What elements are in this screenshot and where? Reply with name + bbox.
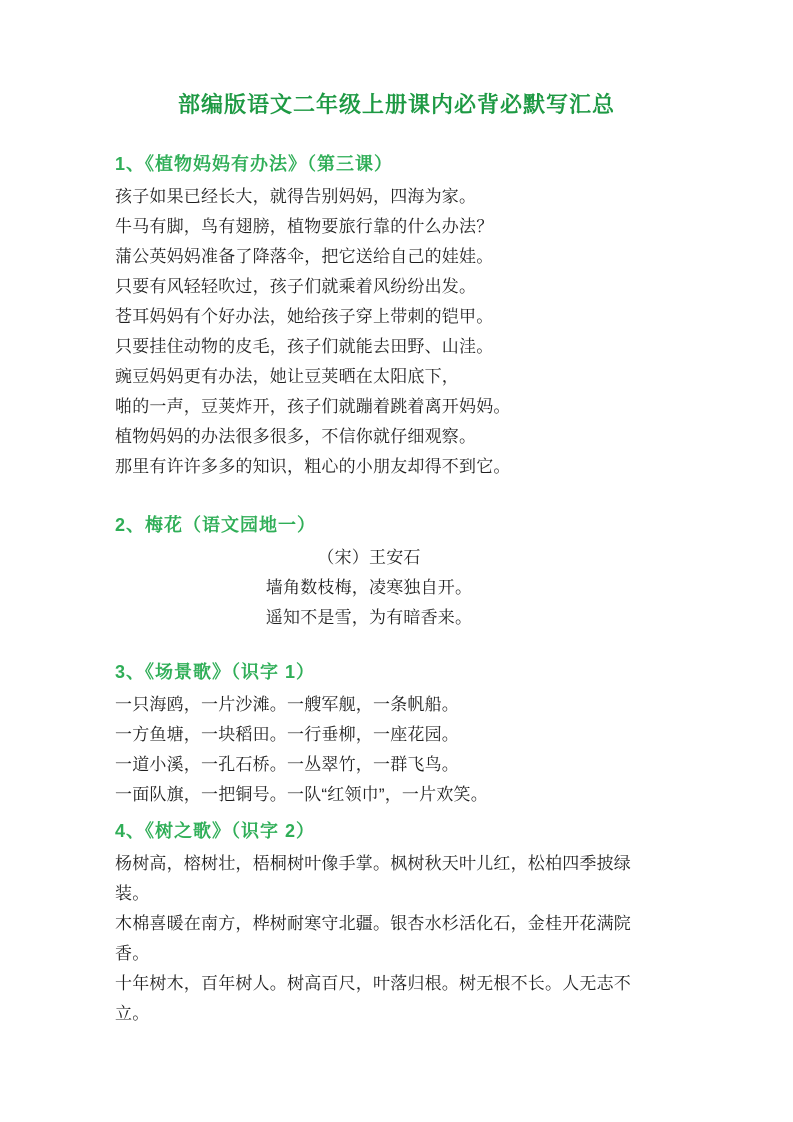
section-3 <box>115 659 623 810</box>
text-line: 啪的一声，豆荚炸开，孩子们就蹦着跳着离开妈妈。 <box>115 397 511 416</box>
text-line: 十年树木，百年树人。树高百尺，叶落归根。树无根不长。人无志不 <box>115 974 631 993</box>
text-line: 一方鱼塘，一块稻田。一行垂柳，一座花园。 <box>115 725 459 744</box>
text-line: 装。 <box>115 884 150 903</box>
section-1 <box>115 151 623 482</box>
text-line: 木棉喜暖在南方，桦树耐寒守北疆。银杏水杉活化石，金桂开花满院 <box>115 914 631 933</box>
text-line: 那里有许许多多的知识，粗心的小朋友却得不到它。 <box>115 457 511 476</box>
document-body <box>0 151 793 1029</box>
section-4 <box>115 818 631 1029</box>
text-line: （宋）王安石 <box>317 548 421 567</box>
text-line: 蒲公英妈妈准备了降落伞，把它送给自己的娃娃。 <box>115 247 494 266</box>
text-line: 杨树高，榕树壮，梧桐树叶像手掌。枫树秋天叶儿红，松柏四季披绿 <box>115 854 631 873</box>
text-line: 植物妈妈的办法很多很多，不信你就仔细观察。 <box>115 427 477 446</box>
section-heading: 4、《树之歌》（识字 2） <box>115 821 316 841</box>
text-line: 一只海鸥，一片沙滩。一艘军舰，一条帆船。 <box>115 695 459 714</box>
text-line: 只要有风轻轻吹过，孩子们就乘着风纷纷出发。 <box>115 277 477 296</box>
section-2 <box>115 512 623 633</box>
text-line: 一面队旗，一把铜号。一队“红领巾”，一片欢笑。 <box>115 785 488 804</box>
text-line: 苍耳妈妈有个好办法，她给孩子穿上带刺的铠甲。 <box>115 307 494 326</box>
section-heading: 2、梅花（语文园地一） <box>115 515 317 535</box>
section-heading: 3、《场景歌》（识字 1） <box>115 662 316 682</box>
text-line: 孩子如果已经长大，就得告别妈妈，四海为家。 <box>115 187 477 206</box>
text-line: 遥知不是雪，为有暗香来。 <box>265 608 473 627</box>
text-line: 立。 <box>115 1004 150 1023</box>
text-line: 只要挂住动物的皮毛，孩子们就能去田野、山洼。 <box>115 337 494 356</box>
text-line: 墙角数枝梅，凌寒独自开。 <box>265 578 473 597</box>
page-title: 部编版语文二年级上册课内必背必默写汇总 <box>177 92 615 117</box>
section-heading: 1、《植物妈妈有办法》（第三课） <box>115 154 394 174</box>
text-line: 香。 <box>115 944 150 963</box>
text-line: 一道小溪，一孔石桥。一丛翠竹，一群飞鸟。 <box>115 755 459 774</box>
text-line: 牛马有脚，鸟有翅膀，植物要旅行靠的什么办法？ <box>115 217 494 236</box>
text-line: 豌豆妈妈更有办法，她让豆荚晒在太阳底下， <box>115 367 459 386</box>
